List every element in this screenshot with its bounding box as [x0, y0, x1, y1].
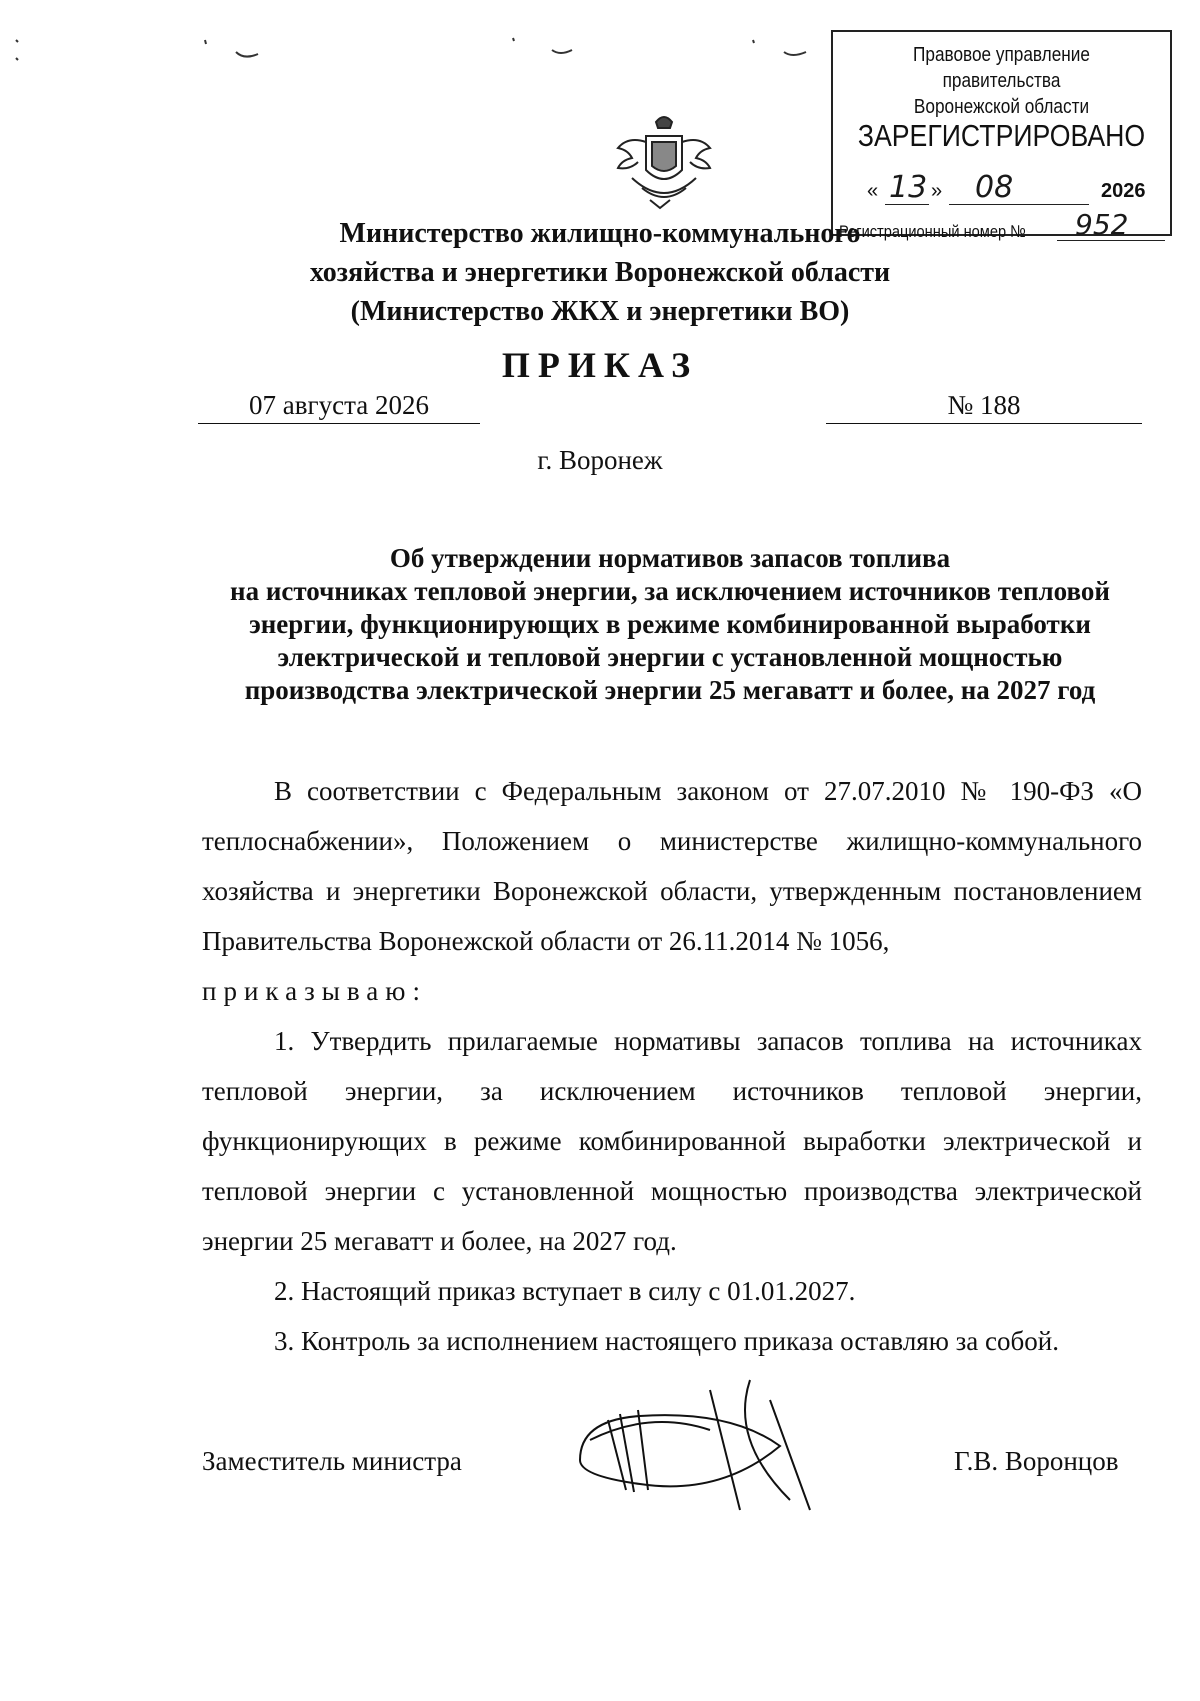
preamble-paragraph: В соответствии с Федеральным законом от 27.07.2010 № 190-ФЗ «О теплоснабжении», Положением о министерстве жилищно-коммунального хозяйства и энергетики Воронежской области, утвержденным постановлением Правительства Воронежской области от 26.11.2014 № 1056, [202, 776, 1142, 956]
subject-line4: электрической и тепловой энергии с установленной мощностью [277, 642, 1063, 672]
signatory-position: Заместитель министра [202, 1446, 462, 1476]
order-item-3: 3. Контроль за исполнением настоящего приказа оставляю за собой. [274, 1326, 1059, 1356]
document-date: 07 августа 2026 [198, 390, 480, 424]
ministry-line3: (Министерство ЖКХ и энергетики ВО) [350, 296, 850, 327]
ministry-line1: Министерство жилищно-коммунального [339, 218, 861, 249]
registration-stamp [831, 30, 1172, 241]
stamp-quote-close: » [931, 180, 943, 202]
order-item-2: 2. Настоящий приказ вступает в силу с 01.01.2027. [274, 1276, 856, 1306]
document-type-title: ПРИКАЗ [501, 345, 699, 385]
signatory-name: Г.В. Воронцов [954, 1446, 1119, 1476]
stamp-org-line1: Правовое управление правительства [913, 44, 1090, 92]
subject-line2: на источниках тепловой энергии, за исключением источников тепловой [230, 576, 1110, 606]
stamp-year: 2026 [1101, 180, 1146, 202]
stamp-organization [857, 42, 1147, 120]
order-word: приказываю: [202, 976, 427, 1006]
document-number: № 188 [826, 390, 1142, 424]
coat-of-arms-icon [612, 108, 717, 218]
stamp-quote-open: « [867, 180, 879, 202]
stamp-registered-label: ЗАРЕГИСТРИРОВАНО [857, 118, 1146, 153]
document-city: г. Воронеж [537, 445, 663, 475]
subject-line3: энергии, функционирующих в режиме комбинированной выработки [249, 609, 1091, 639]
stamp-date-row [867, 170, 1157, 212]
order-item-1: 1. Утвердить прилагаемые нормативы запасов топлива на источниках тепловой энергии, за исключением источников тепловой энергии, функционирующих в режиме комбинированной выработки электрической и тепловой энергии с установленной мощностью производства электрической энергии 25 мегаватт и более, на 2027 год. [202, 1026, 1142, 1256]
subject-line1: Об утверждении нормативов запасов топлива [389, 543, 951, 573]
handwritten-signature [560, 1370, 830, 1530]
stamp-day: 13 [889, 170, 928, 205]
stamp-regnum-label: Регистрационный номер № [839, 222, 1026, 241]
stamp-regnum: 952 [1075, 208, 1129, 241]
stamp-org-line2: Воронежской области [913, 96, 1090, 118]
document-subject [200, 542, 1140, 707]
stamp-month: 08 [975, 170, 1014, 205]
ministry-header [0, 214, 1200, 331]
ministry-line2: хозяйства и энергетики Воронежской области [309, 257, 891, 288]
subject-line5: производства электрической энергии 25 мегаватт и более, на 2027 год [244, 675, 1096, 705]
